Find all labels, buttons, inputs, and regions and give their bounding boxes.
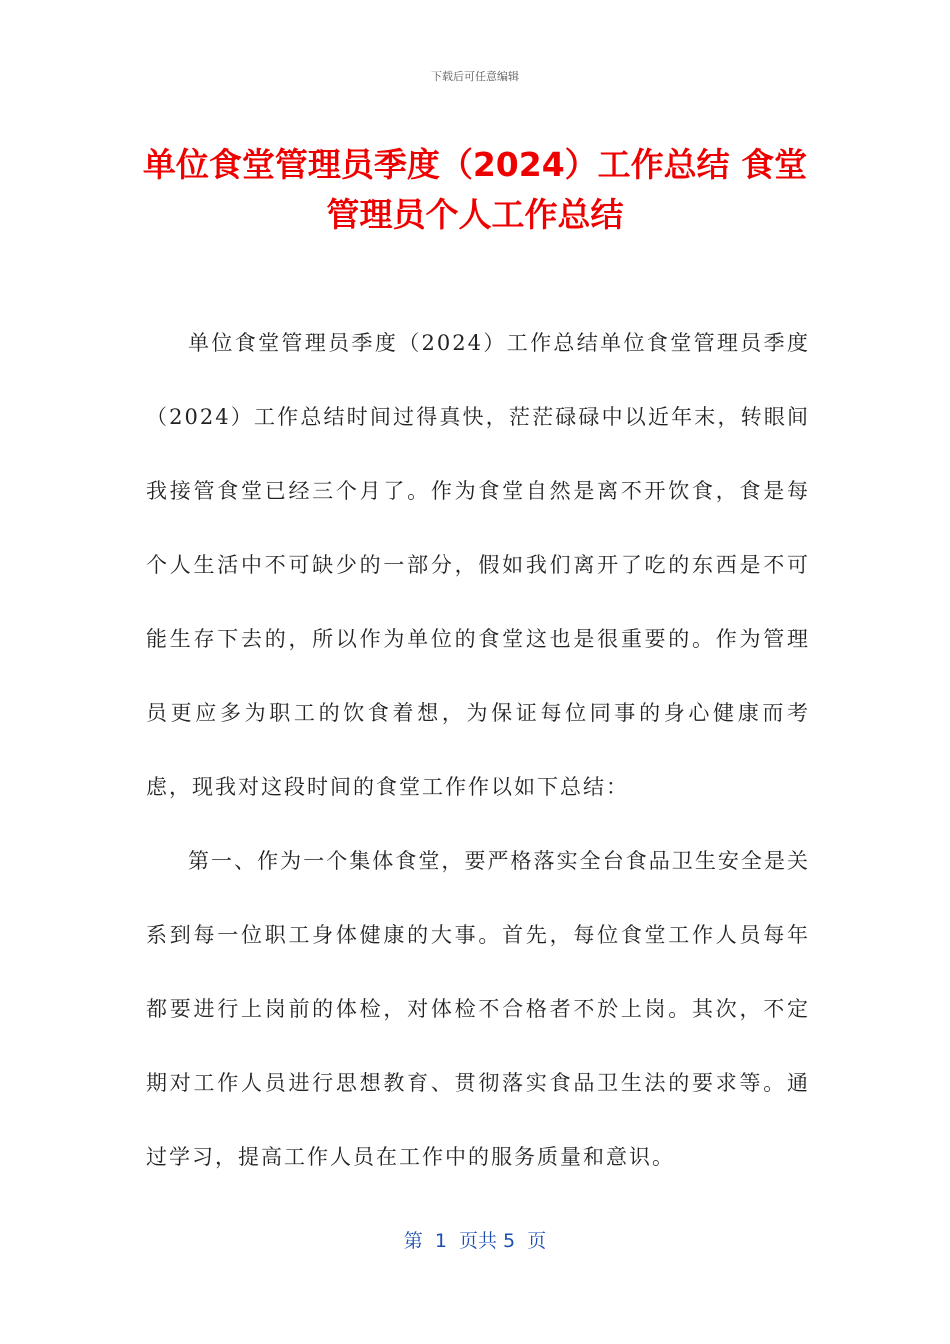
header-note: 下载后可任意编辑 — [431, 70, 519, 83]
document-body — [146, 306, 810, 1194]
paragraph: 第一、作为一个集体食堂，要严格落实全台食品卫生安全是关系到每一位职工身体健康的大事。首先，每位食堂工作人员每年都要进行上岗前的体检，对体检不合格者不於上岗。其次，不定期对工作人员进行思想教育、贯彻落实食品卫生法的要求等。通过学习，提高工作人员在工作中的服务质量和意识。 — [146, 849, 810, 1169]
document-title: 单位食堂管理员季度（2024）工作总结 食堂管理员个人工作总结 — [142, 145, 808, 234]
paragraph: 单位食堂管理员季度（2024）工作总结单位食堂管理员季度（2024）工作总结时间过得真快，茫茫碌碌中以近年末，转眼间我接管食堂已经三个月了。作为食堂自然是离不开饮食，食是每个人生活中不可缺少的一部分，假如我们离开了吃的东西是不可能生存下去的，所以作为单位的食堂这也是很重要的。作为管理员更应多为职工的饮食着想，为保证每位同事的身心健康而考虑，现我对这段时间的食堂工作作以如下总结： — [146, 331, 810, 799]
page-number: 第 1 页共 5 页 — [403, 1230, 547, 1252]
